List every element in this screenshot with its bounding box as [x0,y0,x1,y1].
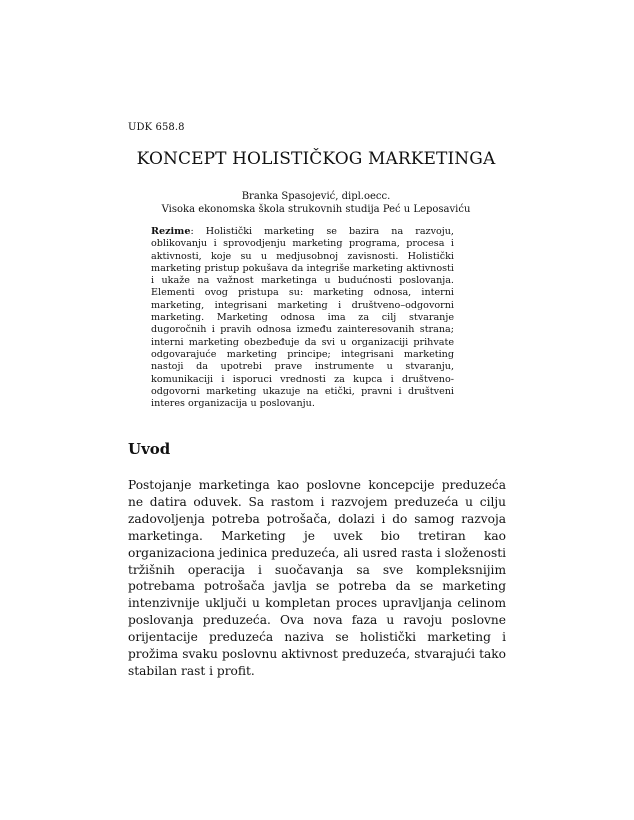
paper-title: KONCEPT HOLISTIČKOG MARKETINGA [136,149,496,169]
abstract-label: Rezime [151,226,191,237]
author-institution: Visoka ekonomska škola strukovnih studija Peć u Leposaviću [161,204,471,215]
section-body-intro: Postojanje marketinga kao poslovne koncepcije preduzeća ne datira oduvek. Sa rastom i razvojem preduzeća u cilju zadovoljenja potreba potrošača, dolazi i do samog razvoja marketinga. Marketing je uvek bio tretiran kao organizaciona jedinica preduzeća, ali usred rasta i složenosti tržišnih operacija i suočavanja sa sve kompleksnijim potrebama potrošača javlja se potreba da se marketing intenzivnije uključi u kompletan proces upravljanja celinom poslovanja preduzeća. Ova nova faza u ravoju poslovne orijentacije preduzeća naziva se holistički marketing i prožima svaku poslovnu aktivnost preduzeća, stvarajući tako stabilan rast i profit. [128,478,506,678]
author-name: Branka Spasojević, dipl.oecc. [241,191,391,202]
abstract [151,226,454,410]
section-heading-intro: Uvod [128,440,171,458]
udk-code: UDK 658.8 [128,122,185,133]
abstract-text: : Holistički marketing se bazira na razvoju, oblikovanju i sprovodjenju marketing programa, procesa i aktivnosti, koje su u medjusobnoj zavisnosti. Holistički marketing pristup pokušava da integriše marketing aktivnosti i ukaže na važnost marketinga u budućnosti poslovanja. Elementi ovog pristupa su: marketing odnosa, interni marketing, integrisani marketing i društveno–odgovorni marketing. Marketing odnosa ima za cilj stvaranje dugoročnih i pravih odnosa između zainteresovanih strana; interni marketing obezbeđuje da svi u organizaciji prihvate odgovarajuće marketing principe; integrisani marketing nastoji da upotrebi prave instrumente u stvaranju, komunikaciji i isporuci vrednosti za kupca i društveno-odgovorni marketing ukazuje na etički, pravni i društveni interes organizacija u poslovanju. [151,226,454,410]
